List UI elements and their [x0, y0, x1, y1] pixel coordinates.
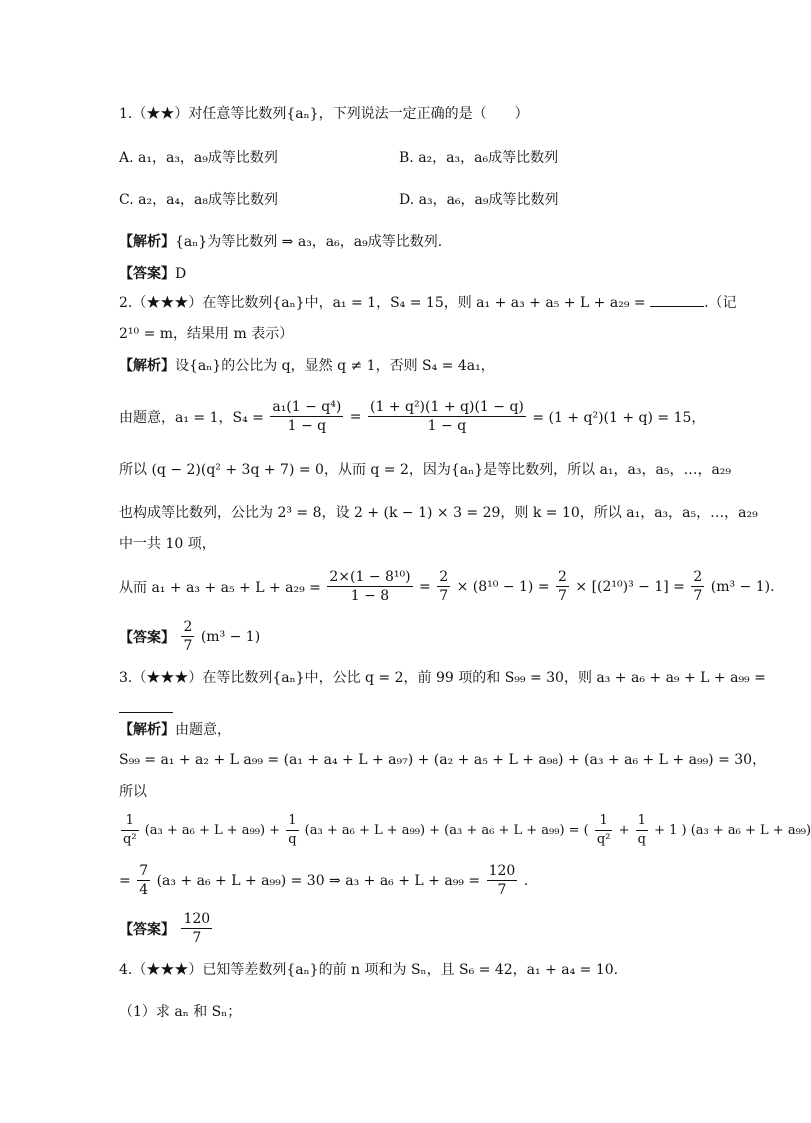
q2-analysis-line5: 中一共 10 项， [119, 536, 216, 552]
frac-num: 1 [595, 812, 613, 831]
frac-den: q² [123, 832, 137, 847]
q2-fraction-1 [270, 398, 343, 435]
q2-analysis-line2 [119, 398, 705, 435]
q3-fraction-e [137, 862, 150, 899]
q3-stem-line2 [119, 698, 734, 719]
answer-tag: 【答案】 [119, 921, 175, 938]
answer-tag: 【答案】 [119, 266, 175, 282]
q2-analysis-line3: 所以 (q − 2)(q² + 3q + 7) = 0，从而 q = 2，因为{aₙ}是等比数列，所以 a₁，a₃，a₅，…，a₂₉ [119, 462, 732, 478]
q3-analysis-line1 [119, 720, 734, 740]
q2-fraction-3 [327, 568, 412, 605]
q3-analysis-line4 [119, 812, 811, 849]
frac-den: 7 [693, 588, 703, 604]
q3-a4d: + 1 ) (a₃ + a₆ + L + a₉₉) [654, 823, 811, 838]
q3-fraction-f [487, 862, 518, 899]
frac-den: 7 [558, 588, 567, 604]
frac-num: 1 [121, 812, 139, 831]
q3-a4c: + [618, 823, 630, 838]
q2-stem-text: 2.（★★★）在等比数列{aₙ}中，a₁ = 1，S₄ = 15，则 a₁ + a₃ + a₅ + L + a₂₉ = [119, 295, 646, 311]
q4-part1: （1）求 aₙ 和 Sₙ； [119, 1004, 242, 1020]
q2-a6-mid3: × [(2¹⁰)³ − 1] = [575, 578, 685, 595]
frac-num: 2 [693, 569, 703, 585]
q3-analysis-line5 [119, 862, 528, 899]
frac-num: 2 [439, 569, 449, 585]
q2-answer-fraction [181, 618, 194, 655]
q2-analysis-line6 [119, 568, 775, 605]
q1-stem: 1.（★★）对任意等比数列{aₙ}，下列说法一定正确的是（ ） [119, 106, 529, 122]
frac-num: 7 [139, 863, 149, 879]
q3-analysis-line2: S₉₉ = a₁ + a₂ + L a₉₉ = (a₁ + a₄ + L + a₉₇) + (a₂ + a₅ + L + a₉₈) + (a₃ + a₆ + L + a₉₉) = 30， [119, 752, 767, 768]
q2-a2-mid: = [349, 408, 362, 425]
q1-option-b: B. a₂，a₃，a₆成等比数列 [399, 150, 559, 166]
q2-fraction-4 [437, 568, 450, 605]
frac-den: 1 − 8 [350, 588, 390, 604]
frac-num: 2 [558, 569, 567, 585]
q2-fraction-2 [368, 398, 526, 435]
frac-num: 2 [183, 619, 193, 635]
q2-fraction-5 [556, 568, 569, 605]
q1-answer-text: D [175, 266, 187, 282]
q3-fraction-d [636, 812, 648, 849]
q1-option-a: A. a₁，a₃，a₉成等比数列 [119, 150, 278, 166]
q3-a4b: (a₃ + a₆ + L + a₉₉) + (a₃ + a₆ + L + a₉₉) = ( [304, 823, 589, 838]
frac-num: 1 [286, 812, 298, 831]
q3-analysis-line3: 所以 [119, 784, 147, 800]
frac-num: 120 [183, 911, 211, 927]
q2-a2-pre: 由题意，a₁ = 1，S₄ = [119, 409, 264, 426]
q3-stem-line1: 3.（★★★）在等比数列{aₙ}中，公比 q = 2，前 99 项的和 S₉₉ = 30，则 a₃ + a₆ + a₉ + L + a₉₉ = [119, 670, 766, 686]
q2-answer-post: (m³ − 1) [200, 628, 261, 645]
frac-den: q² [596, 832, 611, 847]
q3-a5-mid: (a₃ + a₆ + L + a₉₉) = 30 ⇒ a₃ + a₆ + L + a₉₉ = [156, 872, 481, 889]
frac-den: 7 [497, 882, 507, 898]
q1-answer [119, 264, 734, 284]
q2-answer [119, 618, 260, 655]
q2-a6-pre: 从而 a₁ + a₃ + a₅ + L + a₂₉ = [119, 579, 321, 596]
q2-fraction-6 [691, 568, 704, 605]
q3-fraction-c [595, 812, 613, 849]
frac-num: 1 [636, 812, 648, 831]
analysis-tag: 【解析】 [119, 358, 175, 374]
q3-answer-blank [119, 698, 173, 713]
q2-stem-line2: 2¹⁰ = m，结果用 m 表示） [119, 326, 294, 342]
analysis-tag: 【解析】 [119, 722, 175, 738]
q2-analysis-line4: 也构成等比数列，公比为 2³ = 8，设 2 + (k − 1) × 3 = 29，则 k = 10，所以 a₁，a₃，a₅，…，a₂₉ [119, 505, 758, 521]
q1-analysis [119, 232, 734, 252]
frac-den: 7 [439, 588, 449, 604]
q2-stem-line1 [119, 292, 737, 313]
q3-answer [119, 910, 214, 947]
frac-num: 120 [488, 863, 516, 879]
q3-analysis-text-1: 由题意， [175, 722, 231, 738]
frac-num: a₁(1 − q⁴) [272, 399, 342, 415]
q3-a5-pre: = [119, 872, 131, 889]
q2-a2-post: = (1 + q²)(1 + q) = 15， [532, 409, 706, 426]
q2-stem-end: .（记 [704, 295, 737, 311]
frac-den: q [288, 832, 297, 847]
frac-den: q [637, 832, 646, 847]
q1-analysis-text: {aₙ}为等比数列 ⇒ a₃，a₆，a₉成等比数列. [175, 234, 443, 250]
q4-stem: 4.（★★★）已知等差数列{aₙ}的前 n 项和为 Sₙ，且 S₆ = 42，a₁ + a₄ = 10. [119, 962, 619, 978]
q2-analysis-text-1: 设{aₙ}的公比为 q，显然 q ≠ 1，否则 S₄ = 4a₁， [175, 358, 495, 374]
q2-answer-blank [650, 292, 704, 307]
frac-den: 1 − q [287, 418, 327, 434]
frac-den: 7 [192, 930, 202, 946]
q3-a5-post: . [523, 872, 529, 889]
q3-a4a: (a₃ + a₆ + L + a₉₉) + [144, 823, 281, 838]
frac-num: 2×(1 − 8¹⁰) [329, 569, 411, 585]
frac-den: 7 [183, 638, 193, 654]
q2-a6-mid2: × (8¹⁰ − 1) = [456, 578, 550, 595]
q3-answer-fraction [181, 910, 212, 947]
answer-tag: 【答案】 [119, 629, 175, 646]
q1-option-d: D. a₃，a₆，a₉成等比数列 [399, 192, 559, 208]
frac-num: (1 + q²)(1 + q)(1 − q) [369, 399, 524, 415]
frac-den: 4 [139, 882, 149, 898]
q1-option-c: C. a₂，a₄，a₈成等比数列 [119, 192, 278, 208]
q3-fraction-a [121, 812, 139, 849]
q2-a6-post: (m³ − 1). [710, 578, 775, 595]
analysis-tag: 【解析】 [119, 234, 175, 250]
q2-analysis-line1 [119, 356, 734, 376]
q3-fraction-b [286, 812, 298, 849]
frac-den: 1 − q [427, 418, 467, 434]
q2-a6-mid1: = [419, 578, 431, 595]
